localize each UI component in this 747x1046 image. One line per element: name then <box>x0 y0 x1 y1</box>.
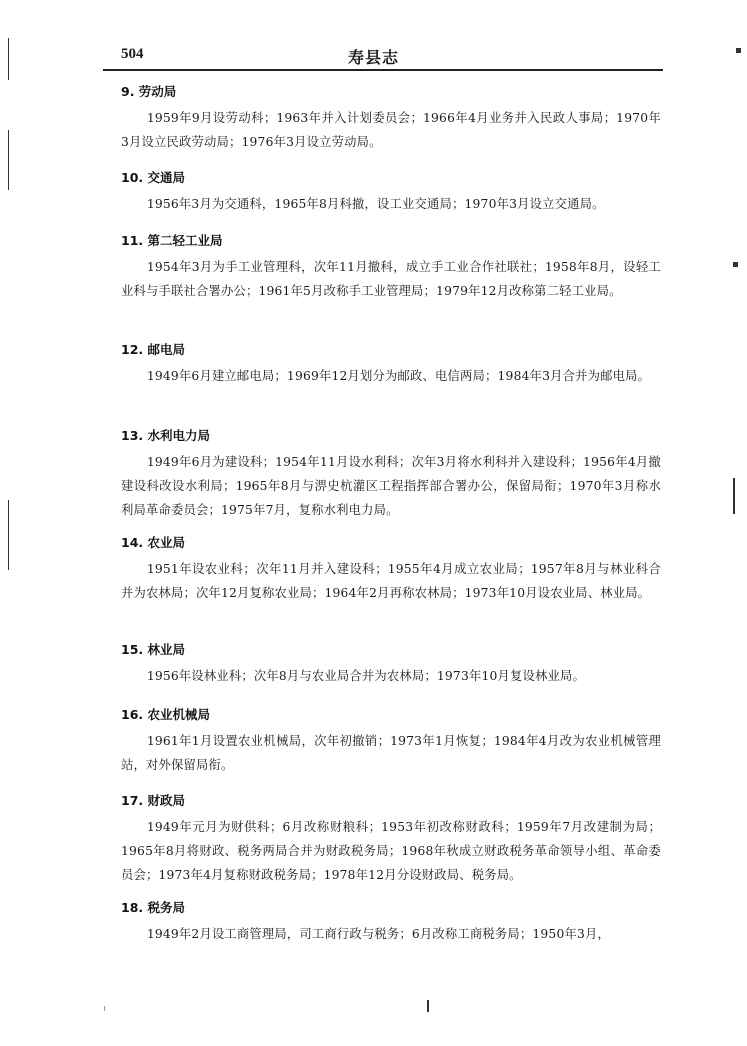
section-title: 11. 第二轻工业局 <box>121 233 223 248</box>
header-rule <box>103 69 663 71</box>
section-transport-bureau <box>121 170 661 216</box>
footer-mark <box>427 1000 429 1012</box>
section-body: 1949年6月建立邮电局；1969年12月划分为邮政、电信两局；1984年3月合并为邮电局。 <box>146 369 651 383</box>
section-forestry-bureau <box>121 642 661 688</box>
left-margin-mark <box>8 130 9 190</box>
section-finance-bureau <box>121 793 661 887</box>
section-labor-bureau <box>121 84 661 154</box>
section-title: 18. 税务局 <box>121 900 185 915</box>
running-head: 寿县志 <box>347 48 399 67</box>
left-margin-mark <box>8 500 9 570</box>
section-tax-bureau <box>121 900 661 946</box>
section-agriculture-bureau <box>121 535 661 605</box>
section-title: 16. 农业机械局 <box>121 707 210 722</box>
section-title: 15. 林业局 <box>121 642 185 657</box>
section-body: 1961年1月设置农业机械局，次年初撤销；1973年1月恢复；1984年4月改为农业机械管理站，对外保留局衔。 <box>121 734 661 772</box>
section-title: 14. 农业局 <box>121 535 185 550</box>
section-body: 1959年9月设劳动科；1963年并入计划委员会；1966年4月业务并入民政人事局；1970年3月设立民政劳动局；1976年3月设立劳动局。 <box>121 111 661 149</box>
footer-mark <box>104 1006 105 1011</box>
section-body: 1949年6月为建设科；1954年11月设水利科；次年3月将水利科并入建设科；1956年4月撤建设科改设水利局；1965年8月与淠史杭灌区工程指挥部合署办公，保留局衔；1970年3月称水利局革命委员会；1975年7月，复称水利电力局。 <box>121 455 661 517</box>
page-number: 504 <box>121 46 144 62</box>
right-margin-mark <box>733 478 735 514</box>
left-margin-mark <box>8 38 9 80</box>
section-title: 12. 邮电局 <box>121 342 185 357</box>
right-margin-mark <box>736 48 741 53</box>
section-water-power-bureau <box>121 428 661 522</box>
section-body: 1951年设农业科；次年11月并入建设科；1955年4月成立农业局；1957年8月与林业科合并为农林局；次年12月复称农业局；1964年2月再称农林局；1973年10月设农业局、林业局。 <box>121 562 661 600</box>
right-margin-mark <box>733 262 738 267</box>
section-title: 10. 交通局 <box>121 170 185 185</box>
section-body: 1956年3月为交通科，1965年8月科撤，设工业交通局；1970年3月设立交通局。 <box>146 197 605 211</box>
section-title: 13. 水利电力局 <box>121 428 210 443</box>
section-body: 1949年元月为财供科；6月改称财粮科；1953年初改称财政科；1959年7月改建制为局；1965年8月将财政、税务两局合并为财政税务局；1968年秋成立财政税务革命领导小组、革命委员会；1973年4月复称财政税务局；1978年12月分设财政局、税务局。 <box>121 820 661 882</box>
section-title: 17. 财政局 <box>121 793 185 808</box>
section-body: 1956年设林业科；次年8月与农业局合并为农林局；1973年10月复设林业局。 <box>146 669 586 683</box>
section-agri-machinery-bureau <box>121 707 661 777</box>
section-light-industry-bureau <box>121 233 661 303</box>
section-body: 1949年2月设工商管理局，司工商行政与税务；6月改称工商税务局；1950年3月， <box>146 927 610 941</box>
section-title: 9. 劳动局 <box>121 84 177 99</box>
section-body: 1954年3月为手工业管理科，次年11月撤科，成立手工业合作社联社；1958年8月，设轻工业科与手联社合署办公；1961年5月改称手工业管理局；1979年12月改称第二轻工业局。 <box>121 260 661 298</box>
section-post-telecom-bureau <box>121 342 661 388</box>
